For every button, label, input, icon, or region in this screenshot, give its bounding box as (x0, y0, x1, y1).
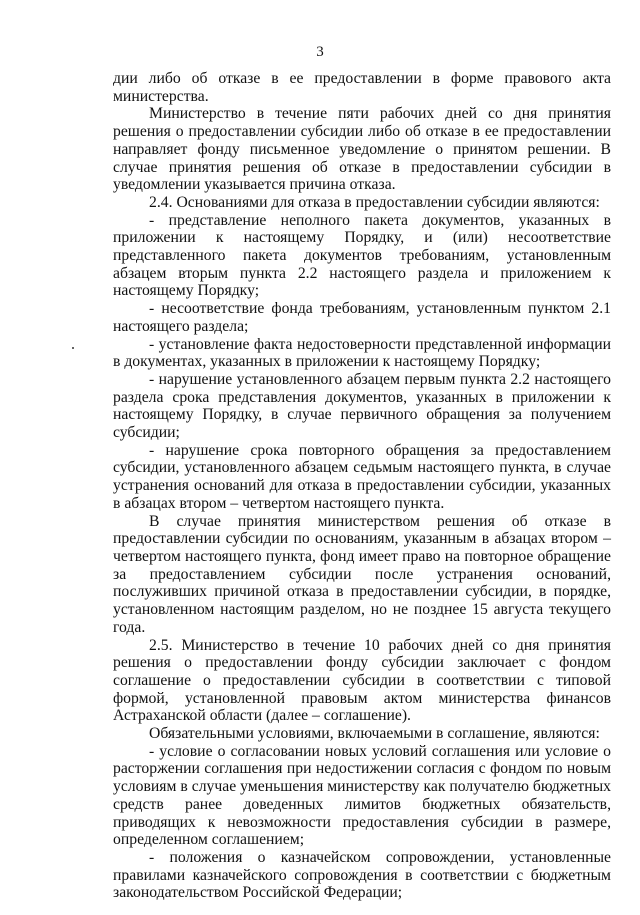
section-heading-paragraph: 2.4. Основаниями для отказа в предоставлении субсидии являются: (149, 193, 600, 211)
list-item: - несоответствие фонда требованиям, установленным пунктом 2.1 настоящего раздела; (113, 300, 611, 335)
list-item: - положения о казначейском сопровождении, установленные правилами казначейского сопровождения в соответствии с бюджетным законодательством Российской Федерации; (113, 848, 611, 902)
paragraph: Министерство в течение пяти рабочих дней со дня принятия решения о предоставлении субсидии либо об отказе в ее предоставлении направляет фонду письменное уведомление о принятом решении. В случае принятия решения об отказе в предоставлении субсидии в уведомлении указывается причина отказа. (113, 105, 611, 194)
list-item: - нарушение срока повторного обращения за предоставлением субсидии, установленного абзацем седьмым настоящего пункта, в случае устранения оснований для отказа в предоставлении субсидии, указанных в абзацах втором – четвертом настоящего пункта. (113, 441, 611, 512)
paragraph: В случае принятия министерством решения об отказе в предоставлении субсидии по основаниям, указанным в абзацах втором – четвертом настоящего пункта, фонд имеет право на повторное обращение за предоставлением субсидии после устранения оснований, послуживших причиной отказа в предоставлении субсидии, в порядке, установленном настоящим разделом, но не позднее 15 августа текущего года. (113, 512, 611, 636)
list-item: - установление факта недостоверности представленной информации в документах, указанных в приложении к настоящему Порядку; (113, 335, 611, 371)
list-item: - нарушение установленного абзацем первым пункта 2.2 настоящего раздела срока представления документов, указанных в приложении к настоящему Порядку, в случае первичного обращения за получением субсидии; (113, 370, 611, 442)
paragraph: дии либо об отказе в ее предоставлении в форме правового акта министерства. (113, 70, 611, 105)
paragraph: Обязательными условиями, включаемыми в соглашение, являются: (149, 725, 600, 743)
page-number: 3 (316, 44, 324, 60)
list-item: - условие о согласовании новых условий соглашения или условие о расторжении соглашения при недостижении согласия с фондом по новым условиям в случае уменьшения министерству как получателю бюджетных средств ранее доведенных лимитов бюджетных обязательств, приводящих к невозможности предоставления субсидии в размере, определенном соглашением; (113, 742, 611, 849)
list-item: - представление неполного пакета документов, указанных в приложении к настоящему Порядку, и (или) несоответствие представленного пакета документов требованиям, установленным абзацем вторым пункта 2.2 настоящего раздела и приложением к настоящему Порядку; (113, 211, 611, 300)
section-heading-paragraph: 2.5. Министерство в течение 10 рабочих дней со дня принятия решения о предоставлении фонду субсидии заключает с фондом соглашение о предоставлении субсидии в соответствии с типовой формой, установленной правовым актом министерства финансов Астраханской области (далее – соглашение). (113, 636, 611, 725)
scan-speck (72, 347, 74, 349)
document-body (113, 70, 611, 902)
